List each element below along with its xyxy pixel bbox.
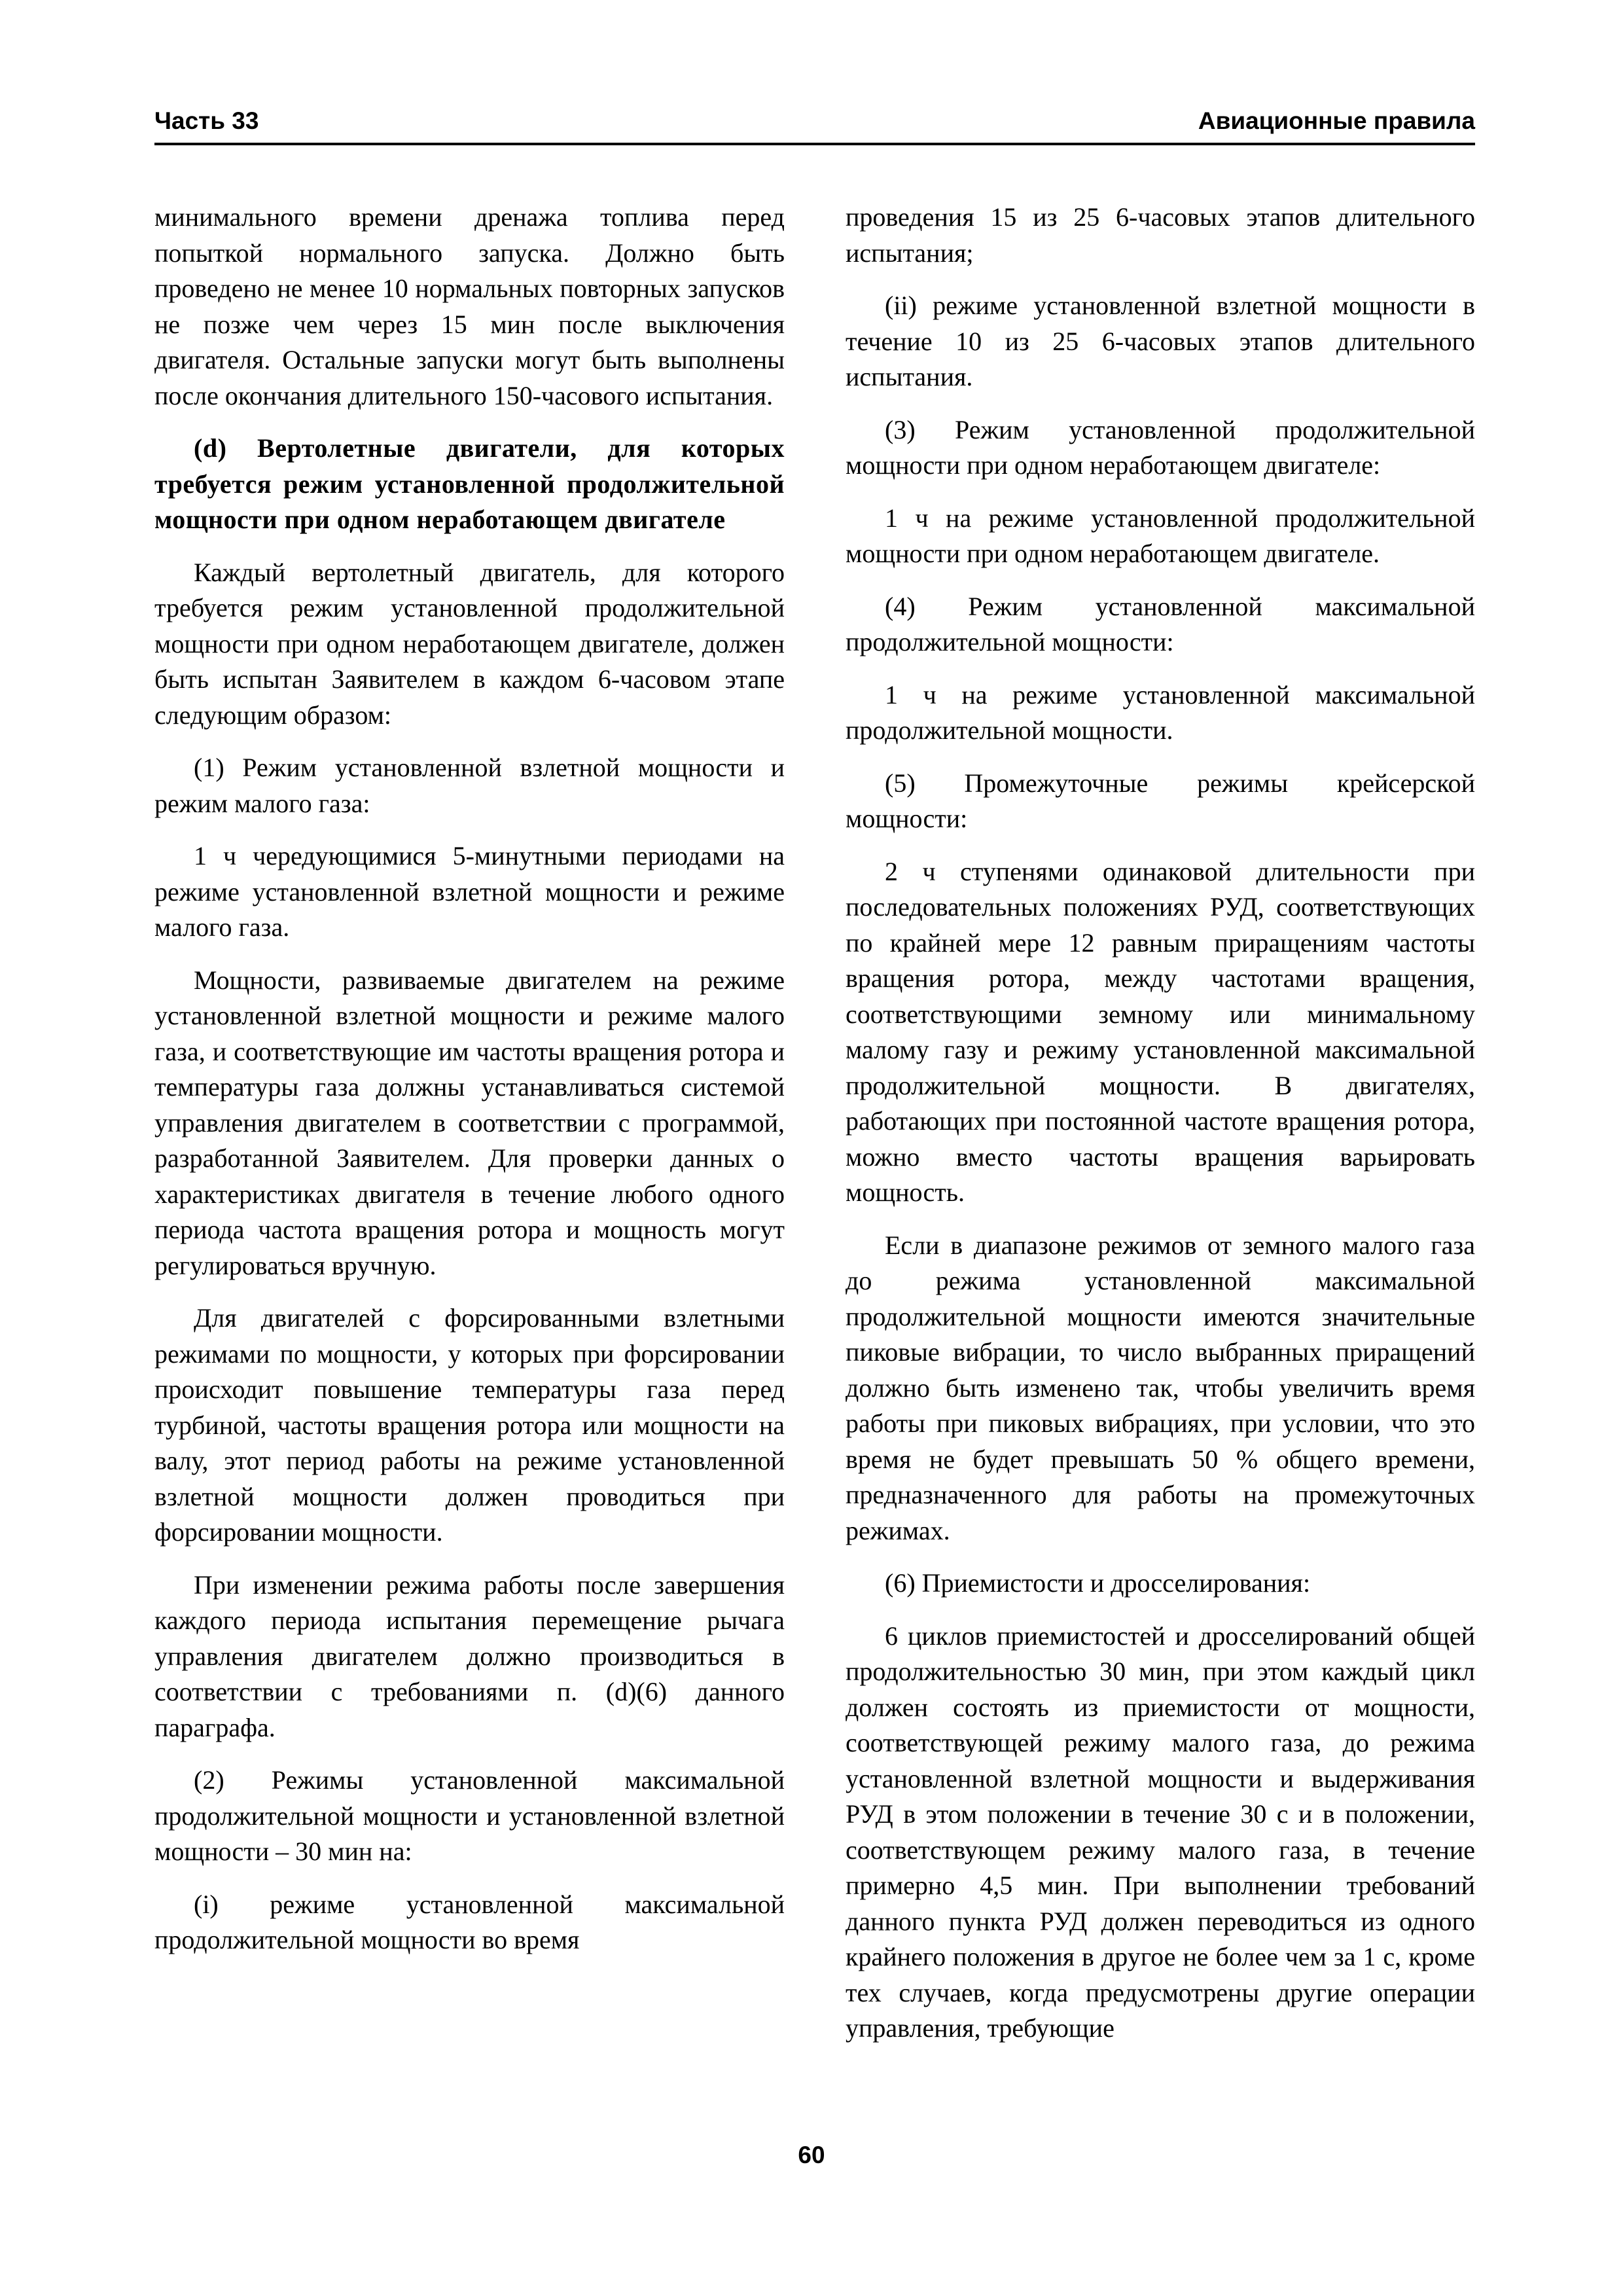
paragraph: (ii) режиме установленной взлетной мощности в течение 10 из 25 6-часовых этапов длительного испытания.: [846, 291, 1475, 391]
paragraph: Если в диапазоне режимов от земного малого газа до режима установленной максимальной продолжительной мощности имеются значительные пиковые вибрации, то число выбранных приращений должно быть изменено так, чтобы увеличить время работы при пиковых вибрациях, при условии, что это время не будет превышать 50 % общего времени, предназначенного для работы на промежуточных режимах.: [846, 1230, 1475, 1545]
paragraph: Мощности, развиваемые двигателем на режиме установленной взлетной мощности и режиме малого газа, и соответствующие им частоты вращения ротора и температуры газа должны устанавливаться системой управления двигателем в соответствии с программой, разработанной Заявителем. Для проверки данных о характеристиках двигателя в течение любого одного периода частота вращения ротора и мощность могут регулироваться вручную.: [154, 965, 785, 1280]
paragraph: 1 ч на режиме установленной продолжительной мощности при одном неработающем двигателе.: [846, 503, 1475, 568]
page-number: 60: [798, 2142, 825, 2168]
paragraph: (3) Режим установленной продолжительной мощности при одном неработающем двигателе:: [846, 414, 1475, 480]
paragraph: Каждый вертолетный двигатель, для которого требуется режим установленной продолжительной мощности при одном неработающем двигателе, должен быть испытан Заявителем в каждом 6-часовом этапе следующим образом:: [154, 557, 785, 730]
paragraph: 6 циклов приемистостей и дросселирований общей продолжительностью 30 мин, при этом каждый цикл должен состоять из приемистости от мощности, соответствующей режиму малого газа, до режима установленной взлетной мощности и выдерживания РУД в этом положении в течение 30 с и в положении, соответствующем режиму малого газа, в течение примерно 4,5 мин. При выполнении требований данного пункта РУД должен переводиться из одного крайнего положения в другое не более чем за 1 с, кроме тех случаев, когда предусмотрены другие операции управления, требующие: [846, 1621, 1475, 2043]
paragraph: (2) Режимы установленной максимальной продолжительной мощности и установленной взлетной мощности – 30 мин на:: [154, 1765, 785, 1866]
paragraph: При изменении режима работы после завершения каждого периода испытания перемещение рычага управления двигателем должно производиться в соответствии с требованиями п. (d)(6) данного параграфа.: [154, 1570, 785, 1742]
paragraph: 2 ч ступенями одинаковой длительности при последовательных положениях РУД, соответствующих по крайней мере 12 равным приращениям частоты вращения ротора, между частотами вращения, соответствующими земному или минимальному малому газу и режиму установленной максимальной продолжительной мощности. В двигателях, работающих при постоянной частоте вращения ротора, можно вместо частоты вращения варьировать мощность.: [846, 856, 1475, 1207]
paragraph: минимального времени дренажа топлива перед попыткой нормального запуска. Должно быть проведено не менее 10 нормальных повторных запусков не позже чем через 15 мин после выключения двигателя. Остальные запуски могут быть выполнены после окончания длительного 150-часового испытания.: [154, 202, 785, 410]
paragraph: проведения 15 из 25 6-часовых этапов длительного испытания;: [846, 202, 1475, 268]
paragraph: (4) Режим установленной максимальной продолжительной мощности:: [846, 591, 1475, 656]
paragraph: (6) Приемистости и дросселирования:: [885, 1568, 1311, 1598]
paragraph: (5) Промежуточные режимы крейсерской мощности:: [846, 768, 1475, 833]
header-document-title: Авиационные правила: [1198, 107, 1475, 134]
paragraph: 1 ч на режиме установленной максимальной продолжительной мощности.: [846, 679, 1475, 745]
paragraph: (i) режиме установленной максимальной продолжительной мощности во время: [154, 1889, 785, 1954]
right-column: [846, 200, 1475, 2064]
section-heading: (d) Вертолетные двигатели, для которых требуется режим установленной продолжительной мощности при одном неработающем двигателе: [154, 433, 785, 534]
header-part-label: Часть 33: [154, 107, 259, 134]
paragraph: Для двигателей с форсированными взлетными режимами по мощности, у которых при форсировании происходит повышение температуры газа перед турбиной, частоты вращения ротора или мощности на валу, этот период работы на режиме установленной взлетной мощности должен проводиться при форсировании мощности.: [154, 1303, 785, 1547]
paragraph: 1 ч чередующимися 5-минутными периодами на режиме установленной взлетной мощности и режиме малого газа.: [154, 841, 785, 942]
paragraph: (1) Режим установленной взлетной мощности и режим малого газа:: [154, 753, 785, 818]
left-column: [154, 200, 785, 1975]
page-header: [154, 105, 1475, 145]
